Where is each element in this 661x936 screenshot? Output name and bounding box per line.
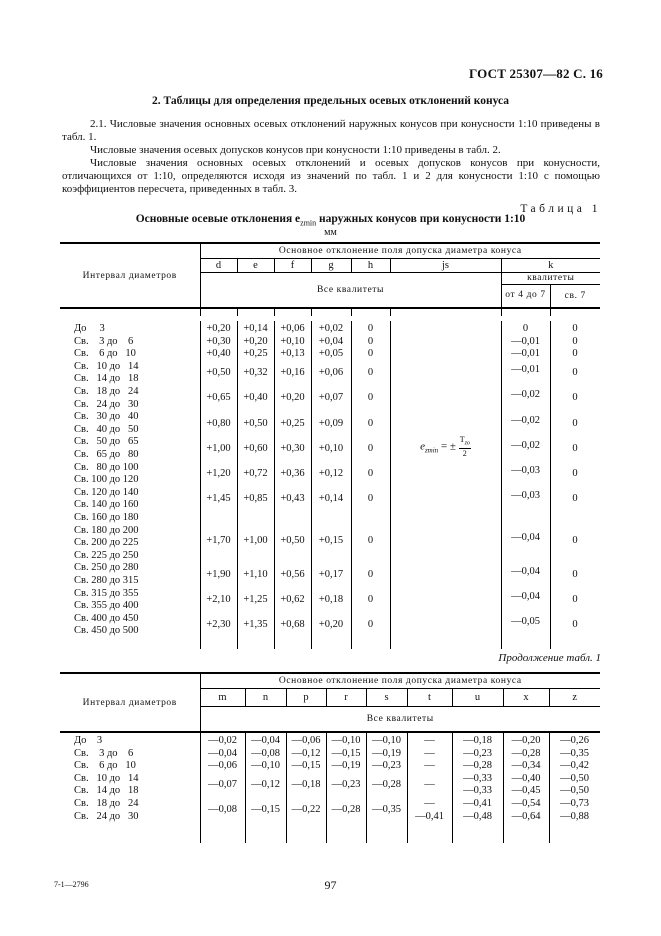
cell-e: +0,32 [243, 367, 268, 379]
cell-n: —0,08 [251, 747, 280, 759]
cell-d: +1,90 [206, 568, 231, 580]
interval-row: Св. 100 до 120 [74, 474, 139, 486]
cell-e: +1,00 [243, 534, 268, 546]
interval-row: Св. 450 до 500 [74, 625, 139, 637]
cell-g: +0,17 [318, 568, 344, 580]
cell-h: 0 [367, 534, 374, 546]
interval-header-2: Интервал диаметров [60, 673, 200, 732]
cell-x: —0,54 [511, 798, 541, 809]
cell-e: +1,35 [243, 619, 268, 631]
running-header: ГОСТ 25307—82 С. 16 [469, 66, 603, 81]
cell-h: 0 [367, 417, 374, 429]
cell-g: +0,06 [318, 367, 344, 379]
cell-p: —0,22 [291, 804, 321, 816]
cell-k-4-7: —0,03 [511, 464, 540, 476]
cell-g: +0,05 [318, 348, 344, 360]
cell-h: 0 [367, 442, 374, 454]
cell-u: —0,23 [463, 747, 492, 759]
col-js: js [390, 258, 501, 272]
cell-d: +2,30 [206, 619, 231, 631]
cell-p: —0,12 [291, 747, 321, 759]
table-1-continued [60, 672, 600, 733]
cell-u: —0,33 [463, 772, 492, 784]
cell-g: +0,18 [318, 593, 344, 605]
col-g: g [311, 258, 351, 272]
cell-k-4-7: —0,02 [511, 389, 540, 401]
cell-x: —0,64 [511, 810, 541, 822]
cell-r: —0,28 [331, 804, 361, 816]
interval-row: Св. 30 до 40 [74, 411, 139, 423]
interval-row: Св. 355 до 400 [74, 600, 139, 612]
cell-m: —0,07 [208, 779, 237, 791]
cell-k-over-7: 0 [572, 367, 578, 379]
cell-d: +0,20 [206, 323, 231, 334]
cell-z: —0,50 [560, 772, 589, 784]
interval-row: Св. 24 до 30 [74, 810, 139, 822]
cell-p: —0,06 [291, 735, 321, 746]
cell-h: 0 [367, 467, 374, 479]
cell-m: —0,04 [208, 747, 237, 759]
interval-row: Св. 400 до 450 [74, 612, 139, 624]
cell-d: +0,30 [206, 335, 231, 347]
cell-k-over-7: 0 [572, 534, 578, 546]
cell-d: +1,45 [206, 493, 231, 505]
cell-g: +0,20 [318, 619, 344, 631]
table-number: Таблица 1 [520, 203, 601, 215]
section-title: 2. Таблицы для определения предельных осевых отклонений конуса [152, 95, 509, 107]
cell-h: 0 [367, 568, 374, 580]
cell-s: —0,23 [372, 760, 401, 772]
cell-e: +1,10 [243, 568, 268, 580]
cell-t: — [424, 760, 435, 772]
cell-k-4-7: —0,01 [511, 335, 540, 347]
cell-t: — [424, 798, 435, 809]
col-d: d [200, 258, 237, 272]
cell-s: —0,10 [372, 735, 401, 746]
group-header: Основное отклонение поля допуска диаметра конуса [200, 243, 600, 258]
col-h: h [351, 258, 390, 272]
paragraph-2-1: 2.1. Числовые значения основных осевых отклонений наружных конусов при конусности 1:10 приведены в табл. 1. [62, 118, 600, 143]
cell-t: — [424, 735, 435, 746]
interval-row: Св. 65 до 80 [74, 449, 139, 460]
cell-k-4-7: —0,05 [511, 616, 540, 628]
cell-k-4-7: 0 [522, 323, 529, 334]
cell-r: —0,19 [331, 760, 361, 772]
cell-f: +0,10 [280, 335, 305, 347]
print-code: 7-1—2796 [54, 880, 89, 889]
cell-x: —0,45 [511, 785, 541, 797]
table-1-continued-body [60, 733, 600, 843]
interval-row: Св. 10 до 14 [74, 360, 139, 372]
table-1-body [60, 321, 600, 649]
cell-h: 0 [367, 323, 374, 334]
interval-row: Св. 6 до 10 [74, 348, 136, 360]
cell-u: —0,28 [463, 760, 492, 772]
cell-z: —0,26 [560, 735, 589, 746]
col-u: u [452, 688, 503, 706]
cell-f: +0,43 [280, 493, 305, 505]
cell-k-over-7: 0 [572, 335, 578, 347]
cell-h: 0 [367, 335, 374, 347]
cell-d: +0,80 [206, 417, 231, 429]
interval-row: Св. 50 до 65 [74, 436, 139, 448]
continuation-label: Продолжение табл. 1 [498, 652, 601, 664]
cell-f: +0,36 [280, 467, 305, 479]
cell-g: +0,12 [318, 467, 344, 479]
cell-t: —0,41 [415, 810, 444, 822]
cell-f: +0,25 [280, 417, 305, 429]
col-k: k [501, 258, 600, 272]
cell-k-over-7: 0 [572, 392, 578, 404]
cell-p: —0,15 [291, 760, 321, 772]
cell-z: —0,42 [560, 760, 589, 772]
cell-g: +0,07 [318, 392, 344, 404]
cell-x: —0,34 [511, 760, 541, 772]
interval-row: Св. 40 до 50 [74, 423, 139, 435]
cell-d: +1,20 [206, 467, 231, 479]
cell-d: +1,00 [206, 442, 231, 454]
cell-n: —0,10 [251, 760, 280, 772]
cell-h: 0 [367, 493, 374, 505]
cell-d: +0,65 [206, 392, 231, 404]
interval-row: Св. 18 до 24 [74, 386, 139, 397]
table-1 [60, 242, 600, 316]
col-f: f [274, 258, 311, 272]
col-t: t [407, 688, 452, 706]
cell-k-4-7: —0,01 [511, 364, 540, 376]
cell-k-over-7: 0 [572, 467, 578, 479]
cell-d: +2,10 [206, 593, 231, 605]
cell-f: +0,30 [280, 442, 305, 454]
cell-z: —0,50 [560, 785, 589, 797]
cell-r: —0,23 [331, 779, 361, 791]
cell-g: +0,15 [318, 534, 344, 546]
interval-row: Св. 14 до 18 [74, 373, 139, 385]
cell-z: —0,73 [560, 798, 589, 809]
interval-row: Св. 140 до 160 [74, 499, 139, 511]
col-r: r [326, 688, 366, 706]
cell-t: — [424, 747, 435, 759]
paragraph-3: Числовые значения основных осевых отклонений и осевых допусков конусов при конусности, отличающихся от 1:10, определяются исходя из значений по табл. 1 и 2 для конусности 1:10 с помощью коэффициентов пересчета, приведенных в табл. 3. [62, 157, 600, 195]
interval-row: Св. 120 до 140 [74, 486, 139, 498]
cell-k-4-7: —0,01 [511, 348, 540, 360]
cell-g: +0,14 [318, 493, 344, 505]
cell-u: —0,41 [463, 798, 492, 809]
col-m: m [200, 688, 245, 706]
cell-g: +0,04 [318, 335, 344, 347]
cell-n: —0,12 [251, 779, 280, 791]
all-grades-label-2: Все квалитеты [200, 706, 600, 732]
interval-row: Св. 6 до 10 [74, 760, 136, 772]
col-x: x [503, 688, 549, 706]
paragraph-2: Числовые значения осевых допусков конусов при конусности 1:10 приведены в табл. 2. [90, 144, 501, 156]
cell-e: +0,25 [243, 348, 268, 360]
cell-k-4-7: —0,04 [511, 565, 540, 577]
cell-k-4-7: —0,02 [511, 439, 540, 451]
page-number: 97 [324, 878, 337, 892]
cell-d: +1,70 [206, 534, 231, 546]
k-sub-over-7: св. 7 [550, 284, 600, 308]
cell-k-4-7: —0,03 [511, 490, 540, 502]
cell-k-4-7: —0,04 [511, 531, 540, 543]
cell-d: +0,50 [206, 367, 231, 379]
cell-m: —0,08 [208, 804, 237, 816]
cell-h: 0 [367, 367, 374, 379]
cell-s: —0,35 [372, 804, 401, 816]
cell-s: —0,28 [372, 779, 401, 791]
cell-f: +0,56 [280, 568, 305, 580]
table-caption: Основные осевые отклонения $e_{zmin}$ наружных конусов при конусности 1:10 [135, 213, 526, 228]
interval-row: Св. 160 до 180 [74, 512, 139, 523]
cell-f: +0,62 [280, 593, 305, 605]
cell-k-over-7: 0 [572, 493, 578, 505]
cell-e: +1,25 [243, 593, 268, 605]
cell-k-over-7: 0 [572, 619, 578, 631]
cell-k-over-7: 0 [572, 568, 578, 580]
cell-h: 0 [367, 593, 374, 605]
col-n: n [245, 688, 286, 706]
cell-f: +0,68 [280, 619, 305, 631]
cell-f: +0,20 [280, 392, 305, 404]
cell-r: —0,15 [331, 747, 361, 759]
cell-e: +0,85 [243, 493, 268, 505]
cell-m: —0,06 [208, 760, 237, 772]
cell-k-4-7: —0,02 [511, 414, 540, 426]
interval-row: Св. 250 до 280 [74, 562, 139, 574]
interval-row: Св. 180 до 200 [74, 524, 139, 536]
cell-f: +0,16 [280, 367, 305, 379]
cell-x: —0,20 [511, 735, 541, 746]
cell-x: —0,40 [511, 772, 541, 784]
cell-e: +0,50 [243, 417, 268, 429]
cell-u: —0,33 [463, 785, 492, 797]
cell-n: —0,15 [251, 804, 280, 816]
cell-d: +0,40 [206, 348, 231, 360]
cell-f: +0,06 [280, 323, 305, 334]
cell-g: +0,09 [318, 417, 344, 429]
cell-e: +0,60 [243, 442, 268, 454]
cell-g: +0,02 [318, 323, 344, 334]
cell-k-over-7: 0 [572, 348, 578, 360]
cell-e: +0,72 [243, 467, 268, 479]
cell-k-over-7: 0 [572, 593, 578, 605]
cell-k-over-7: 0 [572, 442, 578, 454]
interval-row: Св. 80 до 100 [74, 461, 139, 473]
cell-u: —0,18 [463, 735, 492, 746]
interval-row: Св. 280 до 315 [74, 575, 139, 586]
interval-row: Св. 200 до 225 [74, 537, 139, 549]
interval-row: Св. 24 до 30 [74, 398, 139, 410]
col-p: p [286, 688, 326, 706]
cell-f: +0,13 [280, 348, 305, 360]
cell-e: +0,40 [243, 392, 268, 404]
col-s: s [366, 688, 407, 706]
cell-h: 0 [367, 392, 374, 404]
cell-t: — [424, 779, 435, 791]
interval-row: До 3 [74, 323, 105, 334]
cell-e: +0,20 [243, 335, 268, 347]
interval-row: Св. 10 до 14 [74, 772, 139, 784]
cell-g: +0,10 [318, 442, 344, 454]
group-header-2: Основное отклонение поля допуска диаметра конуса [200, 673, 600, 688]
cell-z: —0,35 [560, 747, 589, 759]
k-sub-4-7: от 4 до 7 [501, 284, 550, 308]
interval-row: Св. 3 до 6 [74, 747, 134, 759]
col-z: z [549, 688, 600, 706]
cell-p: —0,18 [291, 779, 321, 791]
table-unit: мм [324, 227, 337, 238]
cell-x: —0,28 [511, 747, 541, 759]
cell-s: —0,19 [372, 747, 401, 759]
interval-header: Интервал диаметров [60, 243, 200, 308]
interval-row: Св. 225 до 250 [74, 549, 139, 561]
interval-row: Св. 3 до 6 [74, 335, 134, 347]
all-grades-label: Все квалитеты [200, 272, 501, 308]
interval-row: Св. 14 до 18 [74, 785, 139, 797]
cell-u: —0,48 [463, 810, 492, 822]
cell-h: 0 [367, 348, 374, 360]
cell-f: +0,50 [280, 534, 305, 546]
interval-row: До 3 [74, 735, 103, 746]
cell-m: —0,02 [208, 735, 237, 746]
col-e: e [237, 258, 274, 272]
cell-k-4-7: —0,04 [511, 590, 540, 602]
js-formula: $e_{zmin}$ = ± $\frac{T_{zo}}{2}$ [420, 434, 470, 459]
cell-n: —0,04 [251, 735, 280, 746]
cell-k-over-7: 0 [572, 323, 578, 334]
cell-k-over-7: 0 [572, 417, 578, 429]
interval-row: Св. 18 до 24 [74, 798, 139, 809]
cell-r: —0,10 [331, 735, 361, 746]
interval-row: Св. 315 до 355 [74, 587, 139, 599]
cell-e: +0,14 [243, 323, 268, 334]
grades-label: квалитеты [501, 272, 600, 284]
cell-z: —0,88 [560, 810, 589, 822]
cell-h: 0 [367, 619, 374, 631]
